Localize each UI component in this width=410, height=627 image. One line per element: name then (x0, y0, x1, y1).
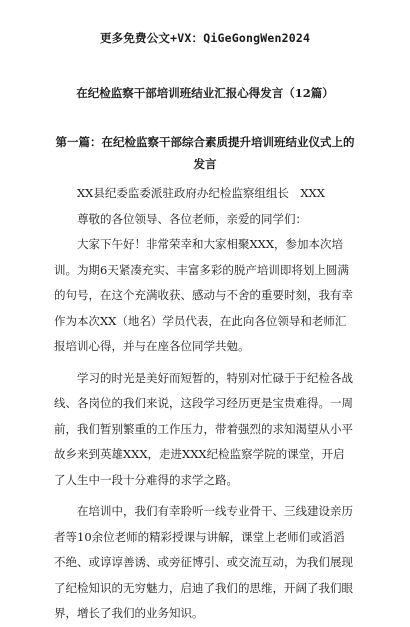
promo-banner: 更多免费公文+VX：QiGeGongWen2024 (99, 31, 311, 45)
document-title: 在纪检监察干部培训班结业汇报心得发言（12篇） (76, 86, 334, 100)
body-paragraph-2: 学习的时光是美好而短暂的，特别对忙碌于于纪检各战线、各岗位的我们来说，这段学习经历更是宝贵难得。一周前，我们暂别繁重的工作压力，带着强烈的求知渴望从小平故乡来到英雄XXX，走进XXX纪检监察学院的课堂，开启了人生中一段十分难得的求学之路。 (54, 370, 353, 487)
document-page (0, 30, 410, 620)
author-line: XX县纪委监委派驻政府办纪检监察组组长 XXX (77, 186, 325, 200)
body-paragraph-3: 在培训中，我们有幸聆听一线专业骨干、三线建设亲历者等10余位老师的精彩授课与讲解，课堂上老师们或滔滔不绝、或谆谆善诱、或旁征博引、或交流互动，为我们展现了纪检知识的无穷魅力，启迪了我们的思维，开阔了我们眼界，增长了我们的业务知识。 (54, 504, 353, 620)
section-title: 第一篇：在纪检监察干部综合素质提升培训班结业仪式上的发言 (55, 135, 355, 171)
body-paragraph-1: 大家下午好！非常荣幸和大家相聚XXX，参加本次培训。为期6天紧凑充实、丰富多彩的脱产培训即将划上圆满的句号，在这个充满收获、感动与不舍的重要时刻，我有幸作为本次XX（地名）学员代表，在此向各位领导和老师汇报培训心得，并与在座各位同学共勉。 (54, 237, 353, 353)
document-body (54, 181, 356, 627)
greeting-line: 尊敬的各位领导、各位老师，亲爱的同学们： (77, 211, 307, 226)
